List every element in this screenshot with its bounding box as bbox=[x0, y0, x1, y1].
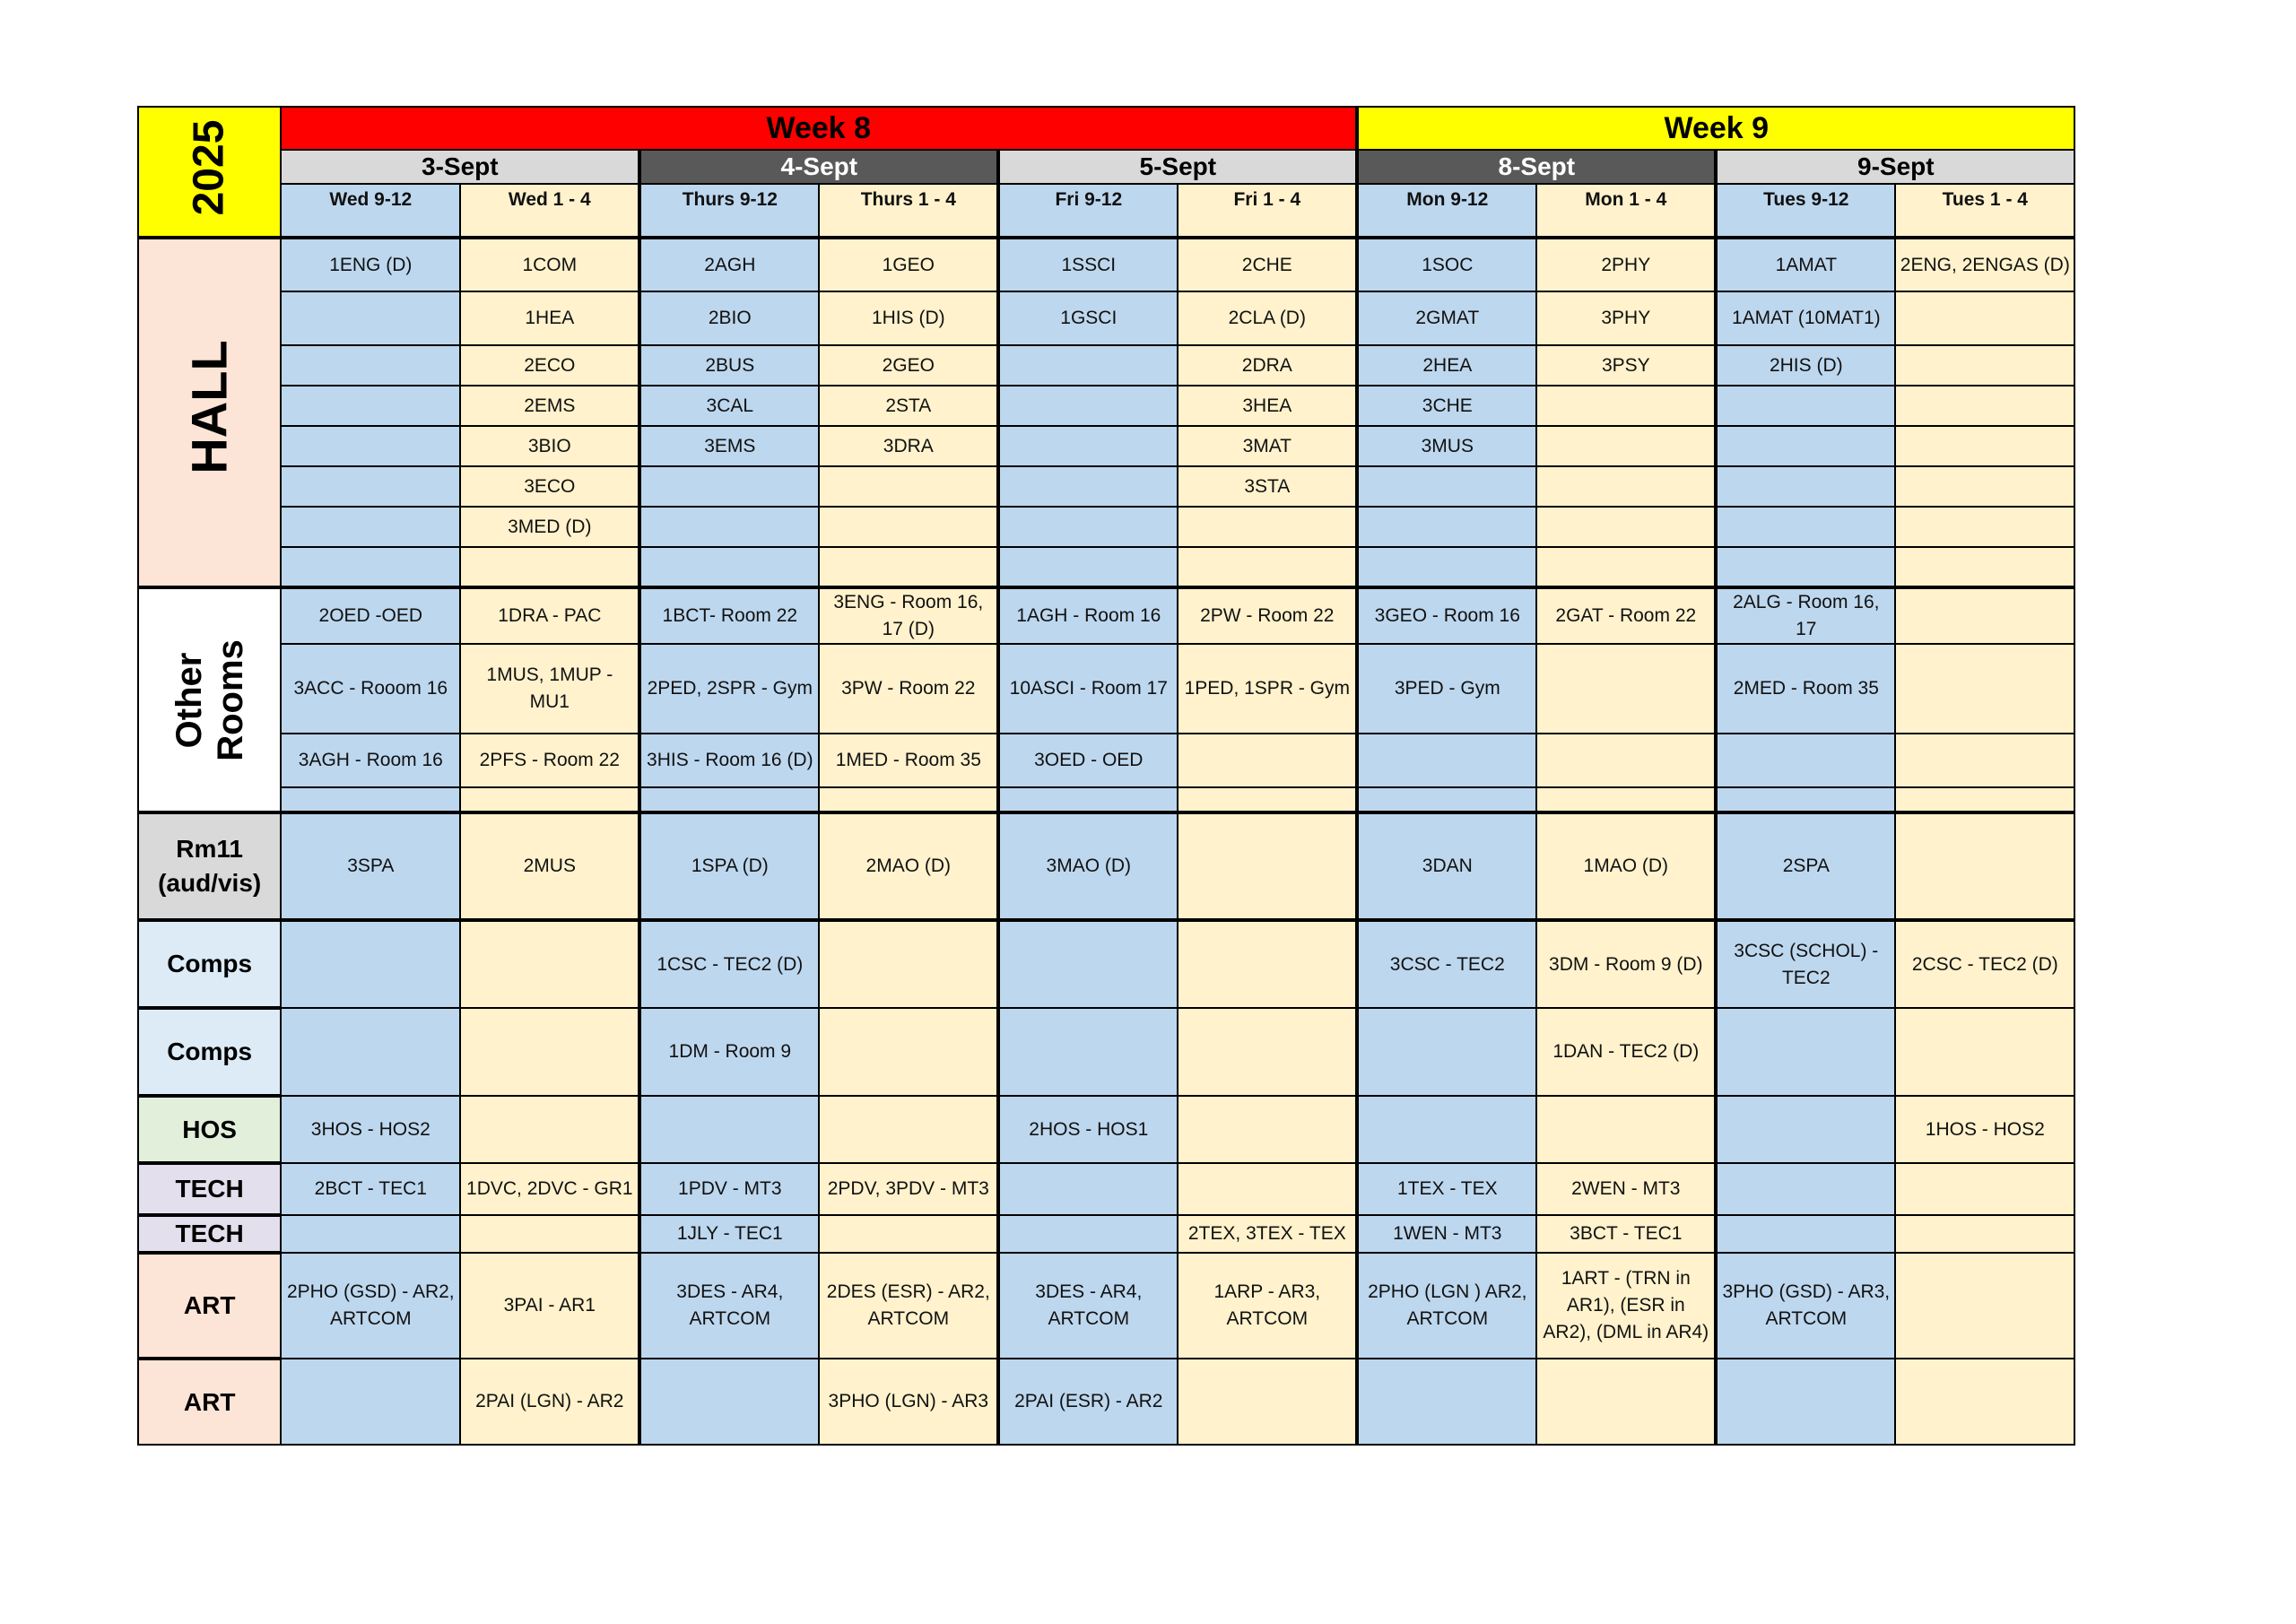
timetable-cell bbox=[1716, 734, 1895, 787]
timetable-cell: 3OED - OED bbox=[998, 734, 1178, 787]
timetable-cell bbox=[281, 507, 460, 547]
timetable-cell: 3BCT - TEC1 bbox=[1536, 1215, 1716, 1253]
timetable-cell: 1SOC bbox=[1357, 238, 1536, 291]
timetable-cell: 2GMAT bbox=[1357, 291, 1536, 345]
timetable-cell bbox=[281, 386, 460, 426]
timetable-cell: 2OED -OED bbox=[281, 587, 460, 644]
timetable-cell bbox=[998, 466, 1178, 507]
timetable-cell bbox=[1895, 291, 2074, 345]
timetable-cell: 2PAI (ESR) - AR2 bbox=[998, 1359, 1178, 1445]
timetable-cell bbox=[1895, 507, 2074, 547]
date-header: 5-Sept bbox=[998, 150, 1357, 184]
timetable-cell: 3MAO (D) bbox=[998, 812, 1178, 920]
hos-section-label: HOS bbox=[138, 1096, 281, 1163]
timetable-cell: 2GEO bbox=[819, 345, 998, 386]
timetable-cell: 2PDV, 3PDV - MT3 bbox=[819, 1163, 998, 1215]
timetable-cell: 10ASCI - Room 17 bbox=[998, 644, 1178, 734]
timetable-cell: 3DM - Room 9 (D) bbox=[1536, 920, 1716, 1008]
timetable-cell bbox=[460, 1008, 639, 1096]
timetable-cell bbox=[639, 787, 819, 812]
timetable-cell: 3ECO bbox=[460, 466, 639, 507]
timetable-cell bbox=[1895, 1215, 2074, 1253]
timetable-cell: 2CLA (D) bbox=[1178, 291, 1357, 345]
timetable-cell bbox=[1716, 507, 1895, 547]
session-header: Tues 9-12 bbox=[1716, 184, 1895, 238]
timetable-cell bbox=[1895, 1253, 2074, 1359]
timetable-cell bbox=[639, 466, 819, 507]
timetable-cell bbox=[1895, 1163, 2074, 1215]
timetable-cell bbox=[1178, 507, 1357, 547]
timetable-cell bbox=[1178, 1008, 1357, 1096]
comps-section-label: Comps bbox=[138, 1008, 281, 1096]
tech-section-label: TECH bbox=[138, 1163, 281, 1215]
timetable-cell bbox=[1895, 587, 2074, 644]
timetable-cell bbox=[281, 1008, 460, 1096]
timetable-cell: 2EMS bbox=[460, 386, 639, 426]
session-header: Wed 1 - 4 bbox=[460, 184, 639, 238]
timetable-cell bbox=[1716, 547, 1895, 587]
timetable-cell bbox=[460, 1096, 639, 1163]
timetable-cell: 2HOS - HOS1 bbox=[998, 1096, 1178, 1163]
timetable-cell: 2HEA bbox=[1357, 345, 1536, 386]
timetable-cell: 3PHY bbox=[1536, 291, 1716, 345]
date-header: 4-Sept bbox=[639, 150, 998, 184]
timetable-cell bbox=[1357, 507, 1536, 547]
timetable-cell: 1ART - (TRN in AR1), (ESR in AR2), (DML in AR4) bbox=[1536, 1253, 1716, 1359]
timetable-cell: 2PED, 2SPR - Gym bbox=[639, 644, 819, 734]
timetable-cell: 3PAI - AR1 bbox=[460, 1253, 639, 1359]
timetable-cell bbox=[998, 386, 1178, 426]
timetable-cell bbox=[639, 1359, 819, 1445]
timetable-cell bbox=[1178, 920, 1357, 1008]
timetable-cell: 3HOS - HOS2 bbox=[281, 1096, 460, 1163]
timetable-cell bbox=[1357, 734, 1536, 787]
timetable-cell: 2DRA bbox=[1178, 345, 1357, 386]
timetable-cell: 3SPA bbox=[281, 812, 460, 920]
week-8-header: Week 8 bbox=[281, 107, 1357, 150]
timetable-cell bbox=[281, 345, 460, 386]
timetable-cell bbox=[1895, 386, 2074, 426]
timetable-cell bbox=[639, 547, 819, 587]
timetable-cell: 2MED - Room 35 bbox=[1716, 644, 1895, 734]
timetable-cell: 3CSC - TEC2 bbox=[1357, 920, 1536, 1008]
timetable-cell: 1MAO (D) bbox=[1536, 812, 1716, 920]
timetable-cell: 2SPA bbox=[1716, 812, 1895, 920]
session-header: Thurs 1 - 4 bbox=[819, 184, 998, 238]
timetable-cell bbox=[1716, 1359, 1895, 1445]
timetable-cell: 1AMAT (10MAT1) bbox=[1716, 291, 1895, 345]
timetable-cell bbox=[1895, 426, 2074, 466]
timetable-cell: 1PED, 1SPR - Gym bbox=[1178, 644, 1357, 734]
timetable-cell: 3MED (D) bbox=[460, 507, 639, 547]
timetable-cell: 1DM - Room 9 bbox=[639, 1008, 819, 1096]
timetable-cell bbox=[1536, 1359, 1716, 1445]
timetable-cell: 2DES (ESR) - AR2, ARTCOM bbox=[819, 1253, 998, 1359]
timetable-cell bbox=[1716, 386, 1895, 426]
timetable-cell: 2MAO (D) bbox=[819, 812, 998, 920]
timetable-cell: 2PW - Room 22 bbox=[1178, 587, 1357, 644]
session-header: Fri 9-12 bbox=[998, 184, 1178, 238]
timetable-cell bbox=[819, 920, 998, 1008]
timetable-cell bbox=[281, 426, 460, 466]
timetable-cell: 1AGH - Room 16 bbox=[998, 587, 1178, 644]
art-section-label: ART bbox=[138, 1359, 281, 1445]
timetable-cell: 1SSCI bbox=[998, 238, 1178, 291]
timetable-cell: 1MUS, 1MUP - MU1 bbox=[460, 644, 639, 734]
timetable-cell bbox=[998, 1008, 1178, 1096]
session-header: Wed 9-12 bbox=[281, 184, 460, 238]
timetable-cell: 2PHY bbox=[1536, 238, 1716, 291]
timetable-cell bbox=[281, 547, 460, 587]
timetable-cell bbox=[998, 507, 1178, 547]
timetable-cell bbox=[1895, 1359, 2074, 1445]
timetable-cell: 3PED - Gym bbox=[1357, 644, 1536, 734]
timetable-cell: 3MAT bbox=[1178, 426, 1357, 466]
timetable-cell bbox=[1536, 426, 1716, 466]
timetable-cell bbox=[998, 345, 1178, 386]
other-rooms-section-label: Other Rooms bbox=[138, 587, 281, 812]
year-label: 2025 bbox=[138, 107, 281, 238]
timetable-cell: 3DES - AR4, ARTCOM bbox=[639, 1253, 819, 1359]
timetable-cell bbox=[1178, 1163, 1357, 1215]
timetable-cell bbox=[819, 1008, 998, 1096]
timetable-cell bbox=[1716, 787, 1895, 812]
timetable-cell: 1HEA bbox=[460, 291, 639, 345]
timetable-cell bbox=[998, 1163, 1178, 1215]
timetable-cell: 3CSC (SCHOL) - TEC2 bbox=[1716, 920, 1895, 1008]
timetable-cell bbox=[1716, 1215, 1895, 1253]
week-9-header: Week 9 bbox=[1357, 107, 2074, 150]
timetable-cell bbox=[1178, 1359, 1357, 1445]
timetable-cell: 2HIS (D) bbox=[1716, 345, 1895, 386]
timetable-cell bbox=[819, 1096, 998, 1163]
timetable-cell bbox=[1895, 345, 2074, 386]
timetable-cell: 2BIO bbox=[639, 291, 819, 345]
timetable-cell bbox=[460, 1215, 639, 1253]
timetable-cell: 1MED - Room 35 bbox=[819, 734, 998, 787]
timetable-cell: 2WEN - MT3 bbox=[1536, 1163, 1716, 1215]
timetable-cell: 1WEN - MT3 bbox=[1357, 1215, 1536, 1253]
timetable-cell bbox=[1536, 507, 1716, 547]
timetable-cell: 1SPA (D) bbox=[639, 812, 819, 920]
date-header: 8-Sept bbox=[1357, 150, 1716, 184]
date-header: 3-Sept bbox=[281, 150, 639, 184]
timetable-cell bbox=[281, 787, 460, 812]
timetable-cell bbox=[639, 507, 819, 547]
timetable-cell: 3DES - AR4, ARTCOM bbox=[998, 1253, 1178, 1359]
timetable-cell: 1DVC, 2DVC - GR1 bbox=[460, 1163, 639, 1215]
rm11-section-label: Rm11 (aud/vis) bbox=[138, 812, 281, 920]
timetable-cell bbox=[1716, 426, 1895, 466]
timetable-cell: 1PDV - MT3 bbox=[639, 1163, 819, 1215]
timetable-cell bbox=[819, 1215, 998, 1253]
timetable-cell: 3PW - Room 22 bbox=[819, 644, 998, 734]
timetable-cell: 2BCT - TEC1 bbox=[281, 1163, 460, 1215]
date-header: 9-Sept bbox=[1716, 150, 2074, 184]
timetable-cell: 1HIS (D) bbox=[819, 291, 998, 345]
timetable-cell bbox=[281, 1215, 460, 1253]
hall-section-label: HALL bbox=[138, 238, 281, 587]
timetable-cell: 1DRA - PAC bbox=[460, 587, 639, 644]
timetable-cell: 2PFS - Room 22 bbox=[460, 734, 639, 787]
timetable-cell: 3CAL bbox=[639, 386, 819, 426]
timetable-cell: 3ACC - Rooom 16 bbox=[281, 644, 460, 734]
timetable-cell bbox=[1716, 1096, 1895, 1163]
timetable-cell: 3PHO (GSD) - AR3, ARTCOM bbox=[1716, 1253, 1895, 1359]
timetable-cell: 1BCT- Room 22 bbox=[639, 587, 819, 644]
timetable-cell: 1CSC - TEC2 (D) bbox=[639, 920, 819, 1008]
timetable-cell bbox=[639, 1096, 819, 1163]
timetable-cell bbox=[1357, 1096, 1536, 1163]
timetable-cell bbox=[819, 787, 998, 812]
timetable-cell: 1HOS - HOS2 bbox=[1895, 1096, 2074, 1163]
timetable-cell: 1GSCI bbox=[998, 291, 1178, 345]
timetable-cell bbox=[1536, 547, 1716, 587]
timetable-cell bbox=[1895, 1008, 2074, 1096]
session-header: Fri 1 - 4 bbox=[1178, 184, 1357, 238]
timetable-cell: 2CHE bbox=[1178, 238, 1357, 291]
timetable-cell bbox=[1357, 1359, 1536, 1445]
timetable-cell bbox=[998, 426, 1178, 466]
timetable-cell bbox=[998, 787, 1178, 812]
timetable-cell: 3GEO - Room 16 bbox=[1357, 587, 1536, 644]
timetable-cell bbox=[1357, 466, 1536, 507]
timetable-cell bbox=[1536, 787, 1716, 812]
timetable-cell: 3DAN bbox=[1357, 812, 1536, 920]
timetable-cell bbox=[1536, 734, 1716, 787]
timetable-cell: 2STA bbox=[819, 386, 998, 426]
timetable-cell: 3DRA bbox=[819, 426, 998, 466]
timetable-cell bbox=[1178, 1096, 1357, 1163]
timetable-cell bbox=[1536, 386, 1716, 426]
timetable-cell bbox=[1895, 644, 2074, 734]
timetable-cell: 2PHO (GSD) - AR2, ARTCOM bbox=[281, 1253, 460, 1359]
timetable-cell bbox=[1357, 547, 1536, 587]
timetable-cell bbox=[281, 1359, 460, 1445]
timetable-cell: 2BUS bbox=[639, 345, 819, 386]
timetable-cell: 2ALG - Room 16, 17 bbox=[1716, 587, 1895, 644]
comps-section-label: Comps bbox=[138, 920, 281, 1008]
timetable-cell: 3ENG - Room 16, 17 (D) bbox=[819, 587, 998, 644]
timetable-cell: 3BIO bbox=[460, 426, 639, 466]
timetable-cell bbox=[819, 547, 998, 587]
timetable-cell: 3PHO (LGN) - AR3 bbox=[819, 1359, 998, 1445]
timetable-cell bbox=[281, 466, 460, 507]
timetable-cell bbox=[1536, 1096, 1716, 1163]
timetable-cell: 1COM bbox=[460, 238, 639, 291]
timetable bbox=[137, 106, 2075, 1446]
session-header: Mon 9-12 bbox=[1357, 184, 1536, 238]
timetable-cell: 2CSC - TEC2 (D) bbox=[1895, 920, 2074, 1008]
timetable-cell: 3PSY bbox=[1536, 345, 1716, 386]
timetable-cell bbox=[1895, 812, 2074, 920]
timetable-cell bbox=[1716, 1008, 1895, 1096]
timetable-cell: 1TEX - TEX bbox=[1357, 1163, 1536, 1215]
session-header: Tues 1 - 4 bbox=[1895, 184, 2074, 238]
timetable-cell bbox=[1716, 466, 1895, 507]
timetable-cell bbox=[1178, 787, 1357, 812]
timetable-cell bbox=[281, 291, 460, 345]
timetable-cell bbox=[460, 547, 639, 587]
timetable-cell bbox=[1178, 547, 1357, 587]
timetable-cell: 2PHO (LGN ) AR2, ARTCOM bbox=[1357, 1253, 1536, 1359]
timetable-cell bbox=[1716, 1163, 1895, 1215]
timetable-cell: 2ENG, 2ENGAS (D) bbox=[1895, 238, 2074, 291]
art-section-label: ART bbox=[138, 1253, 281, 1359]
timetable-cell bbox=[998, 920, 1178, 1008]
session-header: Thurs 9-12 bbox=[639, 184, 819, 238]
timetable-cell bbox=[819, 466, 998, 507]
timetable-cell bbox=[1895, 787, 2074, 812]
timetable-cell: 3EMS bbox=[639, 426, 819, 466]
timetable-cell: 2ECO bbox=[460, 345, 639, 386]
timetable-cell: 3HEA bbox=[1178, 386, 1357, 426]
timetable-cell bbox=[1895, 466, 2074, 507]
timetable-cell bbox=[281, 920, 460, 1008]
timetable-cell bbox=[819, 507, 998, 547]
timetable-cell: 1GEO bbox=[819, 238, 998, 291]
tech-section-label: TECH bbox=[138, 1215, 281, 1253]
timetable-cell bbox=[1895, 734, 2074, 787]
timetable-cell bbox=[1178, 812, 1357, 920]
timetable-cell: 3STA bbox=[1178, 466, 1357, 507]
timetable-cell bbox=[460, 787, 639, 812]
timetable-cell bbox=[1178, 734, 1357, 787]
timetable-cell: 2GAT - Room 22 bbox=[1536, 587, 1716, 644]
timetable-cell: 1DAN - TEC2 (D) bbox=[1536, 1008, 1716, 1096]
timetable-cell bbox=[1357, 1008, 1536, 1096]
session-header: Mon 1 - 4 bbox=[1536, 184, 1716, 238]
timetable-cell bbox=[1895, 547, 2074, 587]
timetable-cell: 2AGH bbox=[639, 238, 819, 291]
timetable-cell: 1ENG (D) bbox=[281, 238, 460, 291]
timetable-cell bbox=[460, 920, 639, 1008]
timetable-cell: 3AGH - Room 16 bbox=[281, 734, 460, 787]
timetable-cell: 2MUS bbox=[460, 812, 639, 920]
timetable-cell: 1AMAT bbox=[1716, 238, 1895, 291]
timetable-cell: 2TEX, 3TEX - TEX bbox=[1178, 1215, 1357, 1253]
timetable-cell bbox=[1536, 644, 1716, 734]
timetable-cell bbox=[1536, 466, 1716, 507]
timetable-cell bbox=[998, 547, 1178, 587]
timetable-cell: 3HIS - Room 16 (D) bbox=[639, 734, 819, 787]
timetable-cell: 2PAI (LGN) - AR2 bbox=[460, 1359, 639, 1445]
timetable-cell: 1ARP - AR3, ARTCOM bbox=[1178, 1253, 1357, 1359]
timetable-cell: 3CHE bbox=[1357, 386, 1536, 426]
timetable-cell bbox=[998, 1215, 1178, 1253]
timetable-cell: 1JLY - TEC1 bbox=[639, 1215, 819, 1253]
timetable-cell bbox=[1357, 787, 1536, 812]
timetable-cell: 3MUS bbox=[1357, 426, 1536, 466]
